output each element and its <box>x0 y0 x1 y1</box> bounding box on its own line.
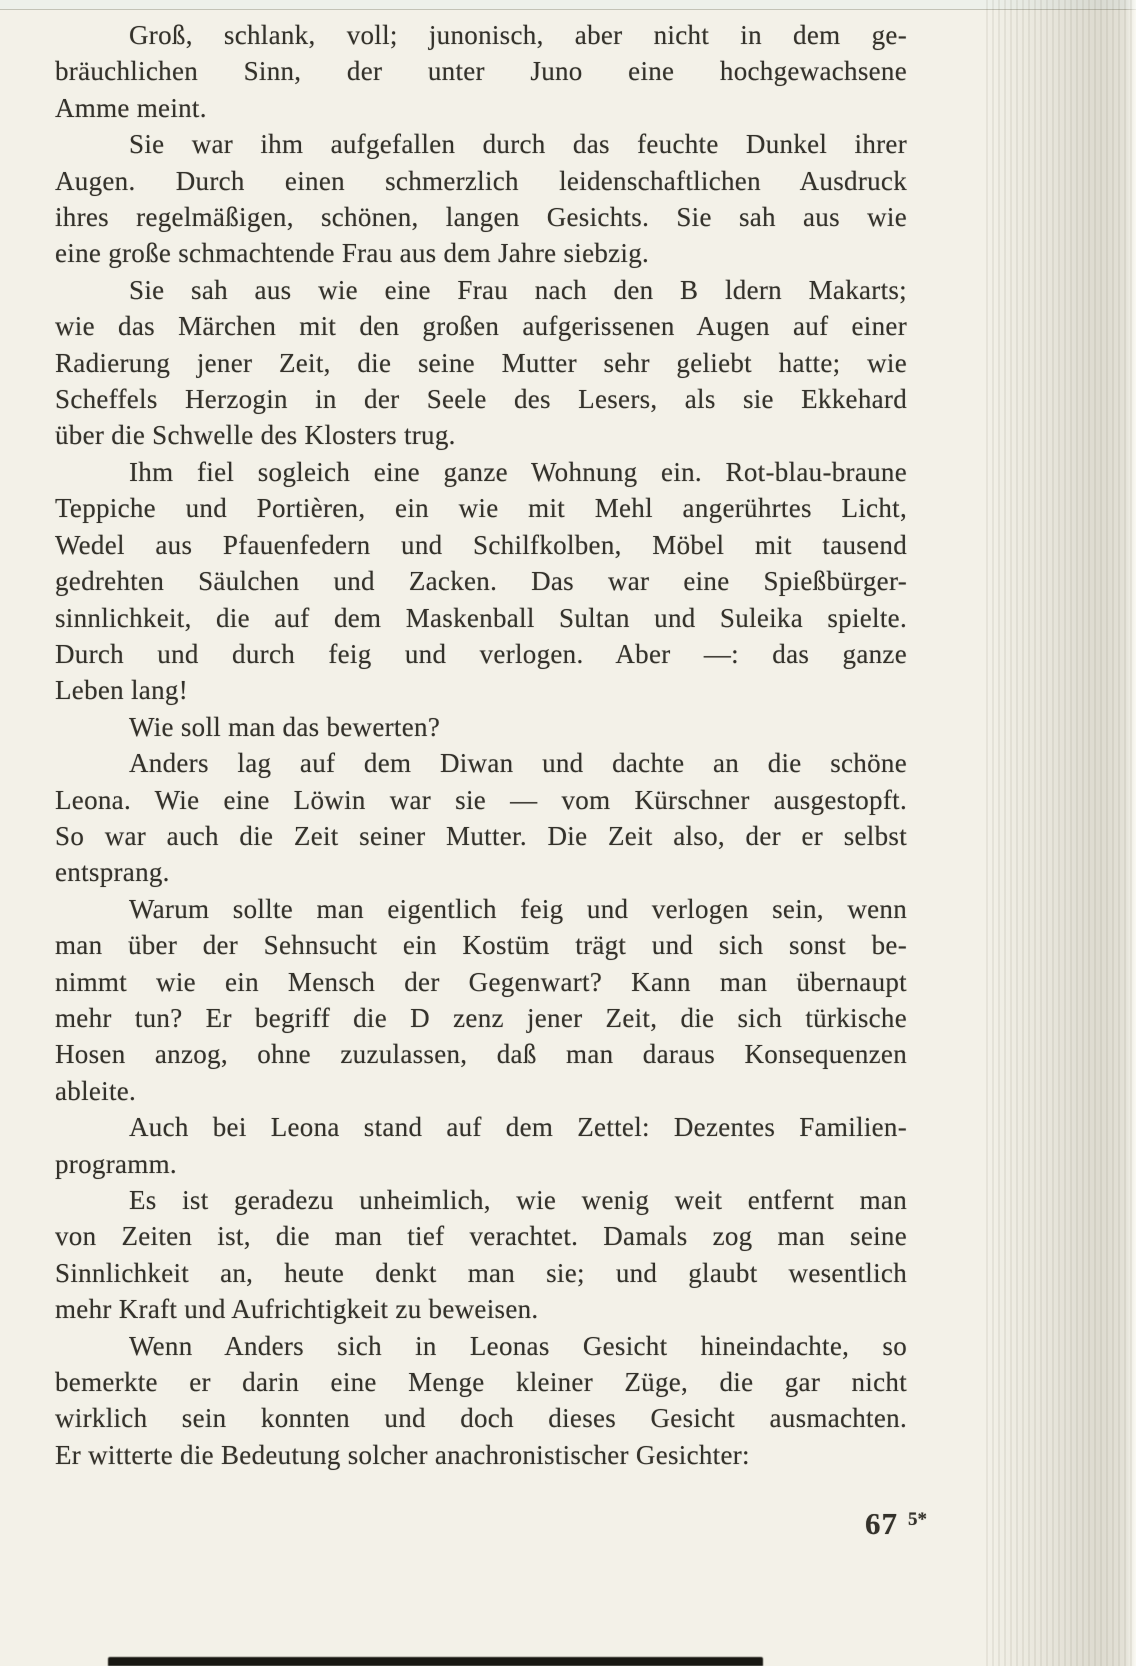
page-number: 67 <box>865 1506 898 1541</box>
text-line: Radierung jener Zeit, die seine Mutter sehr geliebt hatte; wie <box>55 347 907 378</box>
text-line: Durch und durch feig und verlogen. Aber —: das ganze <box>55 638 907 669</box>
text-line: Sinnlichkeit an, heute denkt man sie; und glaubt wesentlich <box>55 1257 907 1288</box>
paragraph <box>55 1328 907 1474</box>
text-line: Er witterte die Bedeutung solcher anachronistischer Gesichter: <box>55 1439 750 1470</box>
text-line: So war auch die Zeit seiner Mutter. Die Zeit also, der er selbst <box>55 820 907 851</box>
paragraph <box>55 454 907 709</box>
text-line: ableite. <box>55 1075 137 1106</box>
text-line: Scheffels Herzogin in der Seele des Lesers, als sie Ekkehard <box>55 384 907 415</box>
paragraph <box>55 17 907 126</box>
text-line: man über der Sehnsucht ein Kostüm trägt und sich sonst be- <box>55 930 907 961</box>
text-line: Sie sah aus wie eine Frau nach den B ldern Makarts; <box>129 274 907 305</box>
paragraph <box>55 891 907 1109</box>
text-line: Warum sollte man eigentlich feig und verlogen sein, wenn <box>129 893 907 924</box>
text-line: nimmt wie ein Mensch der Gegenwart? Kann man übernaupt <box>55 966 907 997</box>
text-line: gedrehten Säulchen und Zacken. Das war eine Spießbürger- <box>55 566 907 597</box>
text-line: Wie soll man das bewerten? <box>129 711 441 742</box>
text-line: Auch bei Leona stand auf dem Zettel: Dezentes Familien- <box>129 1112 907 1143</box>
paragraph <box>55 745 907 891</box>
paragraph <box>55 1109 907 1182</box>
text-line: ihres regelmäßigen, schönen, langen Gesichts. Sie sah aus wie <box>55 202 907 233</box>
text-line: Leona. Wie eine Löwin war sie — vom Kürschner ausgestopft. <box>55 784 907 815</box>
scan-bottom-edge-bar <box>108 1657 763 1666</box>
text-line: mehr tun? Er begriff die D zenz jener Zeit, die sich türkische <box>55 1002 907 1033</box>
text-line: Groß, schlank, voll; junonisch, aber nicht in dem ge- <box>129 20 907 50</box>
page-footer <box>55 1506 927 1542</box>
text-line: von Zeiten ist, die man tief verachtet. Damals zog man seine <box>55 1221 907 1252</box>
text-line: Anders lag auf dem Diwan und dachte an die schöne <box>129 748 907 779</box>
text-line: Teppiche und Portièren, ein wie mit Mehl angerührtes Licht, <box>55 493 907 524</box>
text-line: programm. <box>55 1148 177 1179</box>
text-line: entsprang. <box>55 857 170 888</box>
text-line: eine große schmachtende Frau aus dem Jahre siebzig. <box>55 238 650 269</box>
text-line: über die Schwelle des Klosters trug. <box>55 420 456 451</box>
text-line: Sie war ihm aufgefallen durch das feuchte Dunkel ihrer <box>129 129 907 160</box>
signature-mark: 5* <box>908 1509 927 1530</box>
scan-right-edge-texture <box>986 0 1136 1666</box>
text-line: wie das Märchen mit den großen aufgerissenen Augen auf einer <box>55 311 907 342</box>
text-line: Wenn Anders sich in Leonas Gesicht hineindachte, so <box>129 1330 907 1361</box>
text-line: wirklich sein konnten und doch dieses Gesicht ausmachten. <box>55 1403 907 1434</box>
paragraph <box>55 709 907 745</box>
text-line: Hosen anzog, ohne zuzulassen, daß man daraus Konsequenzen <box>55 1039 907 1070</box>
text-line: Wedel aus Pfauenfedern und Schilfkolben, Möbel mit tausend <box>55 529 907 560</box>
text-line: Amme meint. <box>55 92 207 123</box>
paragraph <box>55 126 907 272</box>
paragraph <box>55 272 907 454</box>
text-line: Leben lang! <box>55 675 188 706</box>
text-line: Augen. Durch einen schmerzlich leidenschaftlichen Ausdruck <box>55 165 907 196</box>
text-line: mehr Kraft und Aufrichtigkeit zu beweisen. <box>55 1294 539 1325</box>
paragraph <box>55 1182 907 1328</box>
text-line: Ihm fiel sogleich eine ganze Wohnung ein. Rot-blau-braune <box>129 456 907 487</box>
text-block <box>55 17 907 1473</box>
text-line: Es ist geradezu unheimlich, wie wenig weit entfernt man <box>129 1185 907 1215</box>
text-line: bemerkte er darin eine Menge kleiner Züge, die gar nicht <box>55 1367 907 1398</box>
text-line: sinnlichkeit, die auf dem Maskenball Sultan und Suleika spielte. <box>55 602 907 633</box>
text-line: bräuchlichen Sinn, der unter Juno eine hochgewachsene <box>55 56 907 87</box>
scan-top-edge <box>0 0 1136 10</box>
